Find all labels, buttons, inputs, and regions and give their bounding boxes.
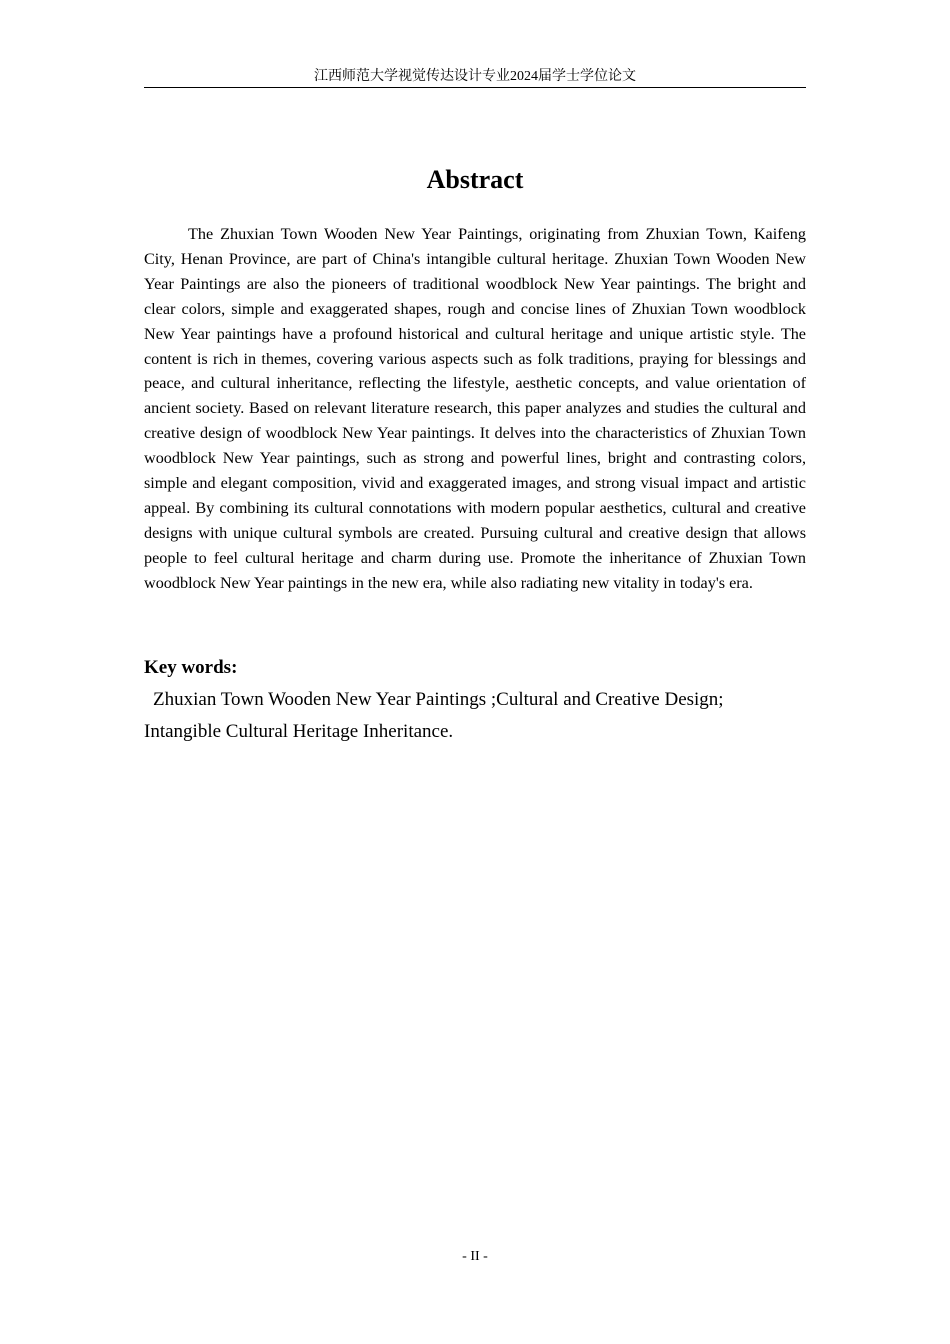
running-header: 江西师范大学视觉传达设计专业2024届学士学位论文 xyxy=(144,66,806,88)
keywords-list-line-2: Intangible Cultural Heritage Inheritance. xyxy=(144,721,454,742)
keywords-label: Key words: xyxy=(144,657,238,678)
page-number: - II - xyxy=(462,1249,488,1264)
abstract-title: Abstract xyxy=(426,165,524,194)
keywords-list-line-1: Zhuxian Town Wooden New Year Paintings ;Cultural and Creative Design; xyxy=(153,689,724,710)
abstract-paragraph: The Zhuxian Town Wooden New Year Paintings, originating from Zhuxian Town, Kaifeng City, Henan Province, are part of China's intangible cultural heritage. Zhuxian Town Wooden New Year Paintings are also the pioneers of traditional woodblock New Year paintings. The bright and clear colors, simple and exaggerated shapes, rough and concise lines of Zhuxian Town woodblock New Year paintings have a profound historical and cultural heritage and unique artistic style. The content is rich in themes, covering various aspects such as folk traditions, praying for blessings and peace, and cultural inheritance, reflecting the lifestyle, aesthetic concepts, and value orientation of ancient society. Based on relevant literature research, this paper analyzes and studies the cultural and creative design of woodblock New Year paintings. It delves into the characteristics of Zhuxian Town woodblock New Year paintings, such as strong and powerful lines, bright and contrasting colors, simple and elegant composition, vivid and exaggerated images, and strong visual impact and artistic appeal. By combining its cultural connotations with modern popular aesthetics, cultural and creative designs with unique cultural symbols are created. Pursuing cultural and creative design that allows people to feel cultural heritage and charm during use. Promote the inheritance of Zhuxian Town woodblock New Year paintings in the new era, while also radiating new vitality in today's era. xyxy=(144,225,806,592)
